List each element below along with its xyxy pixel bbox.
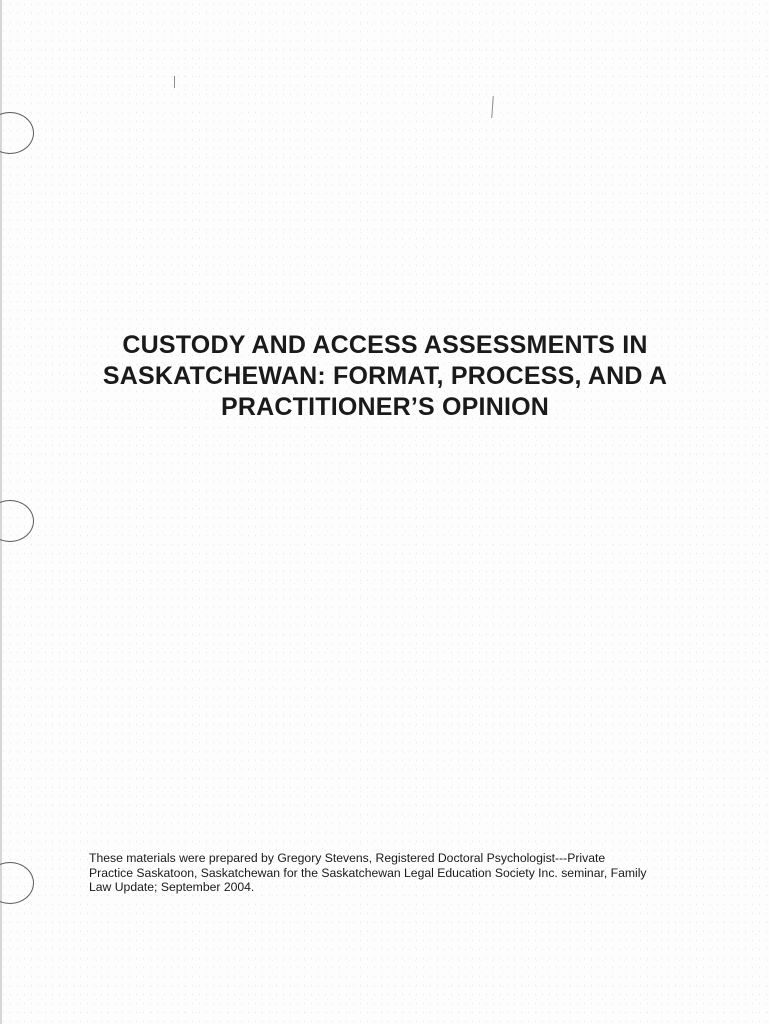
- credit-line-2: Practice Saskatoon, Saskatchewan for the Saskatchewan Legal Education Society Inc. seminar, Family: [89, 865, 647, 880]
- credit-line-3: Law Update; September 2004.: [89, 880, 255, 895]
- authorship-note: [89, 851, 729, 895]
- title-line-2: SASKATCHEWAN: FORMAT, PROCESS, AND A: [102, 362, 668, 390]
- document-title: [40, 330, 730, 423]
- scan-mark: [174, 76, 175, 88]
- credit-line-1: These materials were prepared by Gregory Stevens, Registered Doctoral Psychologist---Private: [89, 851, 606, 865]
- title-line-1: CUSTODY AND ACCESS ASSESSMENTS IN: [122, 331, 648, 359]
- title-line-3: PRACTITIONER’S OPINION: [220, 393, 550, 421]
